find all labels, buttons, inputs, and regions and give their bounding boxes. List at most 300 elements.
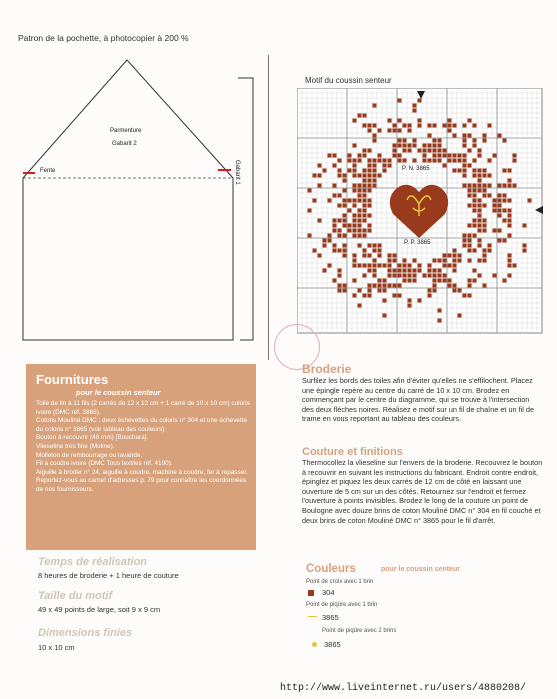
stitch-cell — [408, 274, 412, 278]
temps-body: 8 heures de broderie + 1 heure de couture — [38, 571, 179, 580]
stitch-cell — [343, 189, 347, 193]
stitch-cell — [363, 114, 367, 118]
gabarit1-bracket — [238, 78, 253, 340]
stitch-cell — [498, 229, 502, 233]
stitch-cell — [328, 154, 332, 158]
stitch-cell — [468, 249, 472, 253]
stitch-cell — [318, 164, 322, 168]
stitch-cell — [368, 254, 372, 258]
stitch-cell — [488, 249, 492, 253]
stitch-cell — [433, 139, 437, 143]
stitch-cell — [333, 279, 337, 283]
stitch-cell — [453, 159, 457, 163]
stitch-cell — [378, 174, 382, 178]
stitch-cell — [398, 284, 402, 288]
stitch-cell — [453, 124, 457, 128]
stitch-cell — [468, 244, 472, 248]
stitch-cell — [498, 209, 502, 213]
stitch-cell — [373, 159, 377, 163]
stitch-cell — [503, 239, 507, 243]
stitch-cell — [503, 279, 507, 283]
stitch-cell — [473, 159, 477, 163]
stitch-cell — [438, 319, 442, 323]
stitch-cell — [408, 264, 412, 268]
stitch-cell — [438, 139, 442, 143]
stitch-cell — [383, 164, 387, 168]
stitch-cell — [358, 289, 362, 293]
stitch-cell — [338, 249, 342, 253]
stitch-cell — [373, 104, 377, 108]
stitch-cell — [403, 259, 407, 263]
stitch-cell — [488, 244, 492, 248]
stitch-cell — [498, 204, 502, 208]
dimensions-title: Dimensions finies — [38, 627, 133, 639]
stitch-cell — [413, 139, 417, 143]
stitch-cell — [413, 259, 417, 263]
stitch-cell — [433, 269, 437, 273]
stitch-cell — [443, 149, 447, 153]
stitch-cell — [388, 159, 392, 163]
stitch-cell — [468, 164, 472, 168]
stitch-cell — [378, 284, 382, 288]
stitch-cell — [403, 264, 407, 268]
stitch-cell — [353, 174, 357, 178]
stitch-cell — [463, 174, 467, 178]
stitch-cell — [368, 269, 372, 273]
stitch-cell — [478, 204, 482, 208]
stitch-cell — [483, 254, 487, 258]
stitch-cell — [398, 269, 402, 273]
stitch-cell — [473, 189, 477, 193]
stitch-cell — [413, 159, 417, 163]
stitch-cell — [353, 229, 357, 233]
stitch-cell — [483, 224, 487, 228]
stitch-cell — [348, 154, 352, 158]
stitch-cell — [368, 159, 372, 163]
stitch-cell — [353, 224, 357, 228]
stitch-cell — [358, 214, 362, 218]
stitch-cell — [468, 284, 472, 288]
stitch-cell — [363, 229, 367, 233]
stitch-cell — [363, 254, 367, 258]
stitch-cell — [393, 124, 397, 128]
stitch-cell — [338, 234, 342, 238]
stitch-cell — [378, 264, 382, 268]
stitch-cell — [448, 284, 452, 288]
stitch-cell — [338, 289, 342, 293]
stitch-cell — [343, 174, 347, 178]
stitch-cell — [433, 259, 437, 263]
fournitures-title: Fournitures — [36, 372, 109, 387]
stitch-cell — [468, 279, 472, 283]
stitch-cell — [368, 294, 372, 298]
stitch-cell — [353, 214, 357, 218]
stitch-cell — [498, 214, 502, 218]
stitch-cell — [413, 269, 417, 273]
stitch-cell — [458, 159, 462, 163]
stitch-cell — [353, 184, 357, 188]
stitch-cell — [378, 244, 382, 248]
stitch-cell — [368, 174, 372, 178]
stitch-cell — [423, 159, 427, 163]
stitch-cell — [408, 149, 412, 153]
stitch-cell — [353, 234, 357, 238]
stitch-cell — [403, 269, 407, 273]
stitch-cell — [433, 144, 437, 148]
stitch-cell — [418, 264, 422, 268]
stitch-cell — [418, 299, 422, 303]
stitch-cell — [483, 169, 487, 173]
stitch-cell — [333, 219, 337, 223]
stitch-cell — [403, 124, 407, 128]
stitch-cell — [468, 294, 472, 298]
stitch-cell — [358, 244, 362, 248]
stitch-cell — [363, 214, 367, 218]
stitch-cell — [448, 279, 452, 283]
stitch-cell — [398, 274, 402, 278]
stitch-cell — [388, 129, 392, 133]
stitch-cell — [433, 289, 437, 293]
stitch-cell — [413, 144, 417, 148]
stitch-cell — [453, 169, 457, 173]
stitch-cell — [328, 239, 332, 243]
stitch-cell — [353, 259, 357, 263]
stitch-cell — [428, 264, 432, 268]
stitch-cell — [408, 299, 412, 303]
stitch-cell — [383, 314, 387, 318]
stitch-cell — [318, 219, 322, 223]
stitch-cell — [508, 274, 512, 278]
stitch-cell — [373, 124, 377, 128]
stitch-cell — [343, 204, 347, 208]
stitch-cell — [523, 224, 527, 228]
stitch-cell — [468, 119, 472, 123]
stitch-cell — [478, 209, 482, 213]
stitch-cell — [453, 264, 457, 268]
stitch-cell — [353, 159, 357, 163]
stitch-cell — [393, 294, 397, 298]
stitch-cell — [368, 189, 372, 193]
broderie-title: Broderie — [302, 362, 352, 376]
pn-label: P. N. 3865 — [402, 166, 430, 172]
stitch-cell — [368, 264, 372, 268]
stitch-cell — [338, 274, 342, 278]
stitch-cell — [483, 229, 487, 233]
gutter-divider — [268, 55, 269, 360]
stitch-cell — [363, 154, 367, 158]
stitch-cell — [388, 259, 392, 263]
stitch-cell — [368, 204, 372, 208]
stitch-cell — [478, 229, 482, 233]
stitch-cell — [338, 194, 342, 198]
stitch-cell — [463, 154, 467, 158]
stitch-cell — [398, 129, 402, 133]
stitch-cell — [483, 259, 487, 263]
stitch-cell — [473, 174, 477, 178]
stitch-cell — [493, 229, 497, 233]
stitch-cell — [393, 254, 397, 258]
stitch-cell — [333, 249, 337, 253]
stitch-cell — [458, 154, 462, 158]
stitch-cell — [323, 169, 327, 173]
stitch-cell — [463, 239, 467, 243]
stitch-cell — [493, 154, 497, 158]
stitch-cell — [463, 139, 467, 143]
stitch-cell — [343, 244, 347, 248]
stitch-cell — [353, 169, 357, 173]
stitch-cell — [388, 274, 392, 278]
stitch-cell — [313, 174, 317, 178]
stitch-cell — [483, 184, 487, 188]
stitch-cell — [343, 179, 347, 183]
stitch-cell — [398, 154, 402, 158]
stitch-cell — [363, 189, 367, 193]
stitch-cell — [363, 209, 367, 213]
stitch-cell — [508, 234, 512, 238]
stitch-cell — [493, 204, 497, 208]
stitch-cell — [383, 279, 387, 283]
stitch-cell — [378, 159, 382, 163]
stitch-cell — [408, 129, 412, 133]
stitch-cell — [498, 199, 502, 203]
stitch-cell — [433, 149, 437, 153]
stitch-cell — [468, 239, 472, 243]
stitch-cell — [423, 144, 427, 148]
stitch-cell — [368, 169, 372, 173]
stitch-cell — [403, 149, 407, 153]
stitch-cell — [473, 269, 477, 273]
stitch-cell — [428, 289, 432, 293]
stitch-cell — [473, 219, 477, 223]
stitch-cell — [373, 179, 377, 183]
stitch-cell — [393, 154, 397, 158]
stitch-cell — [508, 179, 512, 183]
stitch-cell — [473, 139, 477, 143]
couleurs-title: Couleurs — [306, 563, 356, 575]
legend-value: 3865 — [324, 640, 341, 649]
stitch-cell — [393, 269, 397, 273]
stitch-cell — [478, 214, 482, 218]
stitch-cell — [413, 274, 417, 278]
stitch-cell — [468, 224, 472, 228]
stitch-cell — [508, 199, 512, 203]
stitch-cell — [438, 259, 442, 263]
stitch-cell — [478, 259, 482, 263]
legend-value: 3865 — [322, 613, 339, 622]
stitch-cell — [463, 144, 467, 148]
stitch-cell — [338, 174, 342, 178]
stitch-cell — [373, 164, 377, 168]
stitch-cell — [368, 129, 372, 133]
footer-url[interactable]: http://www.liveinternet.ru/users/4880208/ — [280, 683, 527, 694]
stitch-cell — [473, 249, 477, 253]
stitch-cell — [438, 154, 442, 158]
stitch-cell — [483, 284, 487, 288]
stitch-cell — [358, 229, 362, 233]
stitch-cell — [353, 279, 357, 283]
stitch-cell — [448, 254, 452, 258]
stitch-cell — [373, 259, 377, 263]
stitch-cell — [418, 269, 422, 273]
stitch-cell — [428, 134, 432, 138]
stitch-cell — [353, 189, 357, 193]
stitch-cell — [343, 234, 347, 238]
stitch-cell — [468, 189, 472, 193]
stitch-cell — [358, 209, 362, 213]
stitch-cell — [448, 119, 452, 123]
stitch-cell — [393, 144, 397, 148]
stitch-cell — [478, 179, 482, 183]
stitch-cell — [473, 169, 477, 173]
stitch-cell — [493, 274, 497, 278]
stitch-cell — [368, 149, 372, 153]
stitch-cell — [503, 139, 507, 143]
pouch-outline — [23, 60, 233, 340]
stitch-cell — [473, 209, 477, 213]
stitch-cell — [373, 284, 377, 288]
stitch-cell — [358, 234, 362, 238]
stitch-cell — [453, 269, 457, 273]
stitch-cell — [478, 219, 482, 223]
stitch-cell — [358, 194, 362, 198]
stitch-cell — [478, 274, 482, 278]
stitch-cell — [483, 204, 487, 208]
stitch-cell — [343, 249, 347, 253]
stitch-cell — [478, 199, 482, 203]
stitch-cell — [378, 254, 382, 258]
stitch-cell — [348, 199, 352, 203]
stitch-cell — [463, 164, 467, 168]
stitch-cell — [473, 279, 477, 283]
stitch-cell — [458, 169, 462, 173]
stitch-cell — [438, 269, 442, 273]
swatch-3865-line-icon — [308, 616, 317, 617]
stitch-cell — [363, 294, 367, 298]
stitch-cell — [413, 104, 417, 108]
stitch-cell — [318, 174, 322, 178]
stitch-cell — [468, 204, 472, 208]
stitch-cell — [358, 184, 362, 188]
stitch-cell — [388, 269, 392, 273]
stitch-cell — [478, 224, 482, 228]
stitch-cell — [383, 169, 387, 173]
stitch-cell — [433, 124, 437, 128]
couture-body: Thermocollez la vlieseline sur l'envers de la broderie. Recouvrez le bouton à recouvrir en suivant les instructions du fabricant. Endroit contre endroit, épinglez et piquez les deux carrés de 12 cm de côté en laissant une ouverture de 5 cm sur un des côtés. Retournez sur l'endroit et fermez l'ouverture à points invisibles. Brodez le long de la couture un point de Boulogne avec douze brins de coton Mouliné DMC n° 304 en fil couché et deux brins de coton Mouliné DMC n° 3865 pour le fil d'arrêt. — [302, 458, 543, 525]
stitch-cell — [358, 114, 362, 118]
swatch-304-icon — [308, 590, 314, 596]
stitch-cell — [363, 124, 367, 128]
stitch-cell — [473, 199, 477, 203]
stitch-cell — [338, 229, 342, 233]
stitch-cell — [388, 119, 392, 123]
stitch-cell — [408, 144, 412, 148]
stitch-cell — [448, 264, 452, 268]
stitch-cell — [368, 124, 372, 128]
stitch-cell — [458, 314, 462, 318]
stitch-cell — [508, 264, 512, 268]
stitch-cell — [473, 184, 477, 188]
motif-title: Motif du coussin senteur — [305, 76, 392, 85]
stitch-cell — [363, 149, 367, 153]
stitch-cell — [423, 149, 427, 153]
stitch-cell — [323, 244, 327, 248]
stitch-cell — [473, 224, 477, 228]
stitch-cell — [358, 304, 362, 308]
stitch-cell — [443, 154, 447, 158]
stitch-cell — [423, 154, 427, 158]
stitch-cell — [358, 154, 362, 158]
stitch-cell — [458, 289, 462, 293]
stitch-cell — [483, 174, 487, 178]
stitch-cell — [353, 219, 357, 223]
stitch-cell — [418, 149, 422, 153]
stitch-cell — [353, 119, 357, 123]
stitch-cell — [478, 244, 482, 248]
stitch-cell — [443, 124, 447, 128]
stitch-cell — [438, 274, 442, 278]
stitch-cell — [313, 249, 317, 253]
stitch-cell — [433, 154, 437, 158]
stitch-cell — [478, 184, 482, 188]
stitch-cell — [453, 284, 457, 288]
stitch-cell — [478, 169, 482, 173]
stitch-cell — [478, 189, 482, 193]
stitch-cell — [448, 129, 452, 133]
stitch-cell — [358, 224, 362, 228]
stitch-cell — [373, 264, 377, 268]
stitch-cell — [443, 259, 447, 263]
stitch-cell — [333, 154, 337, 158]
stitch-cell — [483, 139, 487, 143]
stitch-cell — [453, 134, 457, 138]
legend-label: Point de piqûre avec 1 brin — [306, 602, 378, 608]
stitch-cell — [468, 134, 472, 138]
stitch-cell — [508, 219, 512, 223]
stitch-cell — [448, 124, 452, 128]
stitch-cell — [398, 159, 402, 163]
stitch-cell — [403, 274, 407, 278]
stitch-cell — [373, 249, 377, 253]
couleurs-subtitle: pour le coussin senteur — [381, 566, 460, 573]
stitch-cell — [463, 134, 467, 138]
stitch-cell — [318, 184, 322, 188]
stitch-cell — [353, 144, 357, 148]
stitch-cell — [438, 309, 442, 313]
pattern-title: Patron de la pochette, à photocopier à 200 % — [18, 33, 189, 43]
stitch-cell — [378, 279, 382, 283]
stitch-cell — [443, 264, 447, 268]
stitch-cell — [488, 184, 492, 188]
stitch-cell — [443, 274, 447, 278]
stitch-cell — [438, 149, 442, 153]
stitch-cell — [328, 234, 332, 238]
stitch-cell — [513, 159, 517, 163]
stitch-cell — [503, 184, 507, 188]
stitch-cell — [368, 284, 372, 288]
stitch-cell — [368, 229, 372, 233]
stitch-cell — [343, 289, 347, 293]
stitch-cell — [323, 239, 327, 243]
stitch-cell — [378, 129, 382, 133]
stitch-cell — [423, 274, 427, 278]
fournitures-panel — [26, 364, 256, 550]
stitch-cell — [363, 264, 367, 268]
fournitures-item: Reportez-vous au carnet d'adresses p. 79 pour connaître les coordonnées de nos fournisseurs. — [36, 477, 247, 493]
stitch-cell — [363, 249, 367, 253]
fournitures-item: Bouton à recouvrir (48 mm) [Bouchara]. — [36, 434, 149, 442]
stitch-cell — [408, 304, 412, 308]
stitch-cell — [513, 154, 517, 158]
